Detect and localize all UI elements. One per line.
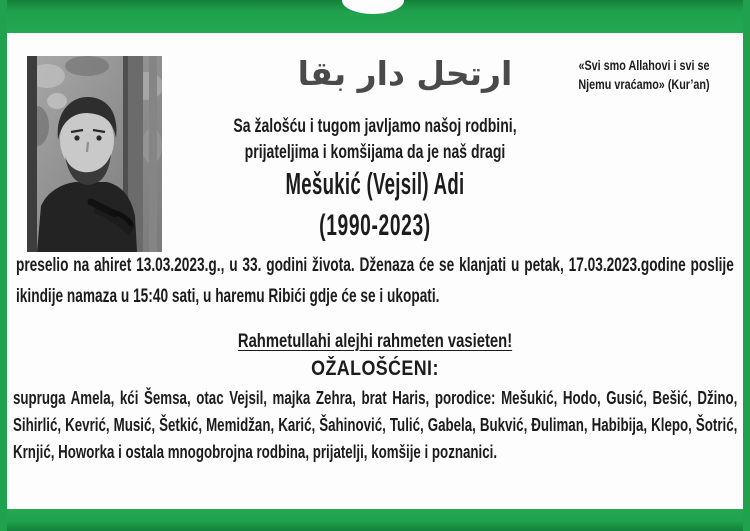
frame-left-bar (0, 0, 7, 531)
arabic-calligraphy: ارتحل دار بقا (297, 54, 513, 93)
quran-quote-line1: «Svi smo Allahovi i svi se (578, 58, 710, 73)
funeral-announcement-paragraph: preselio na ahiret 13.03.2023.g., u 33. godini života. Dženaza će se klanjati u petak, 17.03.2023.godine poslije ikindije namaza u 15:40 sati, u haremu Ribići gdje će se i ukopati. (16, 255, 734, 307)
mourners-heading: OŽALOŠĆENI: (311, 357, 439, 380)
frame-bottom-bar (0, 509, 750, 531)
quran-quote-line2: Njemu vraćamo» (Kur’an) (578, 77, 710, 92)
announcement-intro (105, 113, 645, 165)
prayer-line: Rahmetullahi alejhi rahmeten vasieten! (237, 331, 513, 352)
deceased-name: Mešukić (Vejsil) Adi (285, 166, 465, 201)
mourners-list: supruga Amela, kći Šemsa, otac Vejsil, majka Zehra, brat Haris, porodice: Mešukić, Hodo, Gusić, Bešić, Džino, Sihirlić, Kevrić, Musić, Šetkić, Memidžan, Karić, Šahinović, Tulić, Gabela, Bukvić, Đuliman, Habibija, Klepo, Šotrić, Krnjić, Howorka i ostala mnogobrojna rodbina, prijatelji, komšije i poznanici. (13, 387, 738, 462)
announcement-intro-line1: Sa žalošću i tugom javljamo našoj rodbini, (233, 115, 517, 137)
deceased-years: (1990-2023) (319, 209, 431, 242)
quran-quote (567, 56, 721, 94)
announcement-intro-line2: prijateljima i komšijama da je naš dragi (244, 141, 506, 163)
